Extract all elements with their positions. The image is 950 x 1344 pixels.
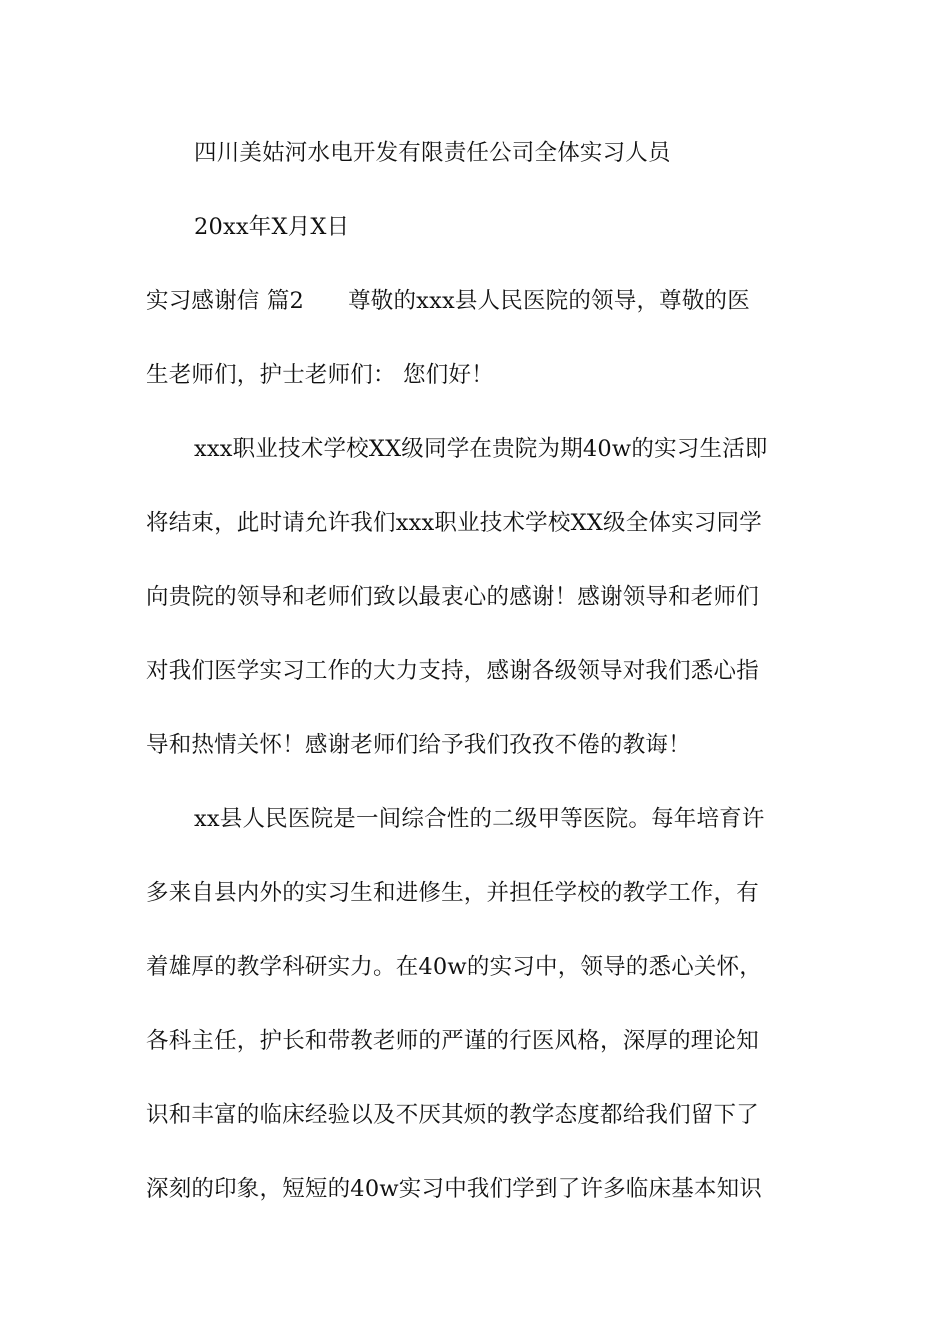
body-line: 向贵院的领导和老师们致以最衷心的感谢！感谢领导和老师们: [146, 584, 759, 610]
paragraph-start-line: xx县人民医院是一间综合性的二级甲等医院。每年培育许: [194, 806, 765, 832]
date-line: 20xx年X月X日: [194, 214, 350, 240]
body-line: 着雄厚的教学科研实力。在40w的实习中，领导的悉心关怀，: [146, 954, 762, 980]
letter-title-line: [146, 281, 806, 321]
body-line: 导和热情关怀！感谢老师们给予我们孜孜不倦的教诲！: [146, 732, 691, 758]
salutation-text: 尊敬的xxx县人民医院的领导，尊敬的医: [348, 288, 750, 314]
body-line: 深刻的印象，短短的40w实习中我们学到了许多临床基本知识: [146, 1176, 762, 1202]
body-line: 将结束，此时请允许我们xxx职业技术学校XX级全体实习同学: [146, 510, 762, 536]
body-line: 多来自县内外的实习生和进修生，并担任学校的教学工作，有: [146, 880, 759, 906]
paragraph-start-line: xxx职业技术学校XX级同学在贵院为期40w的实习生活即: [194, 436, 768, 462]
signature-line: 四川美姑河水电开发有限责任公司全体实习人员: [194, 140, 671, 166]
letter-title: 实习感谢信 篇2: [146, 288, 305, 314]
body-line: 各科主任，护长和带教老师的严谨的行医风格，深厚的理论知: [146, 1028, 759, 1054]
body-line: 生老师们，护士老师们： 您们好！: [146, 362, 494, 388]
body-line: 对我们医学实习工作的大力支持，感谢各级领导对我们悉心指: [146, 658, 759, 684]
body-line: 识和丰富的临床经验以及不厌其烦的教学态度都给我们留下了: [146, 1102, 759, 1128]
